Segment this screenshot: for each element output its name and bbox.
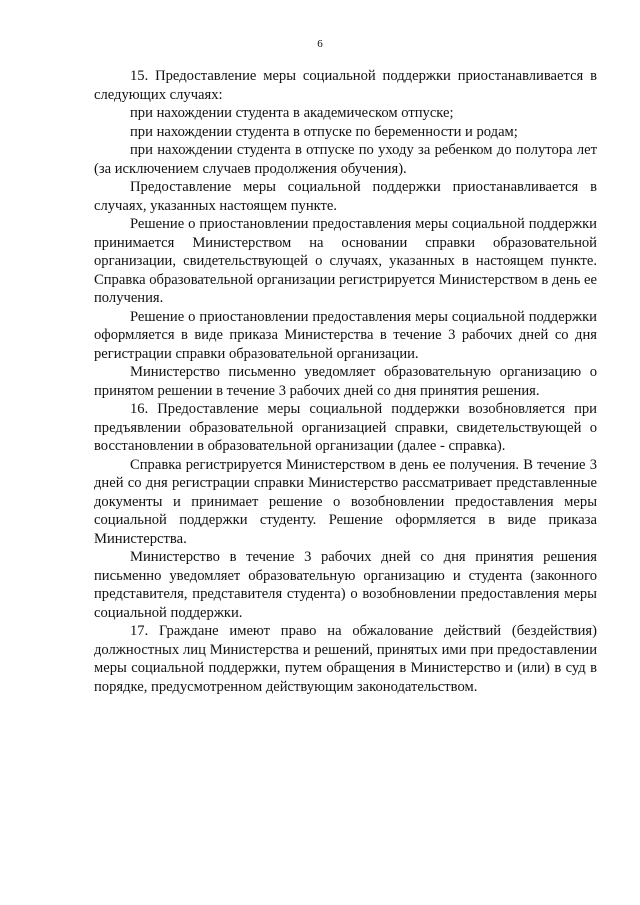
list-item-academic-leave: при нахождении студента в академическом отпуске; bbox=[130, 105, 454, 121]
list-item-childcare-leave: при нахождении студента в отпуске по уходу за ребенком до полутора лет (за исключением случаев продолжения обучения). bbox=[94, 142, 597, 177]
paragraph-suspension-notice: Министерство письменно уведомляет образовательную организацию о принятом решении в течение 3 рабочих дней со дня принятия решения. bbox=[94, 364, 597, 399]
paragraph-suspension-decision: Решение о приостановлении предоставления меры социальной поддержки принимается Министерством на основании справки образовательной организации, свидетельствующей о случаях, указанных в настоящем пункте. Справка образовательной организации регистрируется Министерством в день ее получения. bbox=[94, 216, 597, 306]
paragraph-suspension-order: Решение о приостановлении предоставления меры социальной поддержки оформляется в виде приказа Министерства в течение 3 рабочих дней со дня регистрации справки образовательной организации. bbox=[94, 308, 597, 362]
paragraph-17: 17. Граждане имеют право на обжалование действий (бездействия) должностных лиц Министерства и решений, принятых ими при предоставлении меры социальной поддержки, путем обращения в Министерство и (или) в суд в порядке, предусмотренном действующим законодательством. bbox=[94, 623, 597, 695]
paragraph-resumption-review: Справка регистрируется Министерством в день ее получения. В течение 3 дней со дня регистрации справки Министерство рассматривает представленные документы и принимает решение о возобновлении предоставления меры социальной поддержки студенту. Решение оформляется в виде приказа Министерства. bbox=[94, 456, 597, 547]
document-body bbox=[94, 67, 597, 696]
paragraph-resumption-notice: Министерство в течение 3 рабочих дней со дня принятия решения письменно уведомляет образовательную организацию и студента (законного представителя, представителя студента) о возобновлении предоставления меры социальной поддержки. bbox=[94, 549, 597, 621]
paragraph-suspension-cases: Предоставление меры социальной поддержки приостанавливается в случаях, указанных настоящем пункте. bbox=[94, 179, 597, 214]
page-number: 6 bbox=[317, 38, 323, 50]
paragraph-16: 16. Предоставление меры социальной поддержки возобновляется при предъявлении образовательной организацией справки, свидетельствующей о восстановлении в образовательной организации (далее - справка). bbox=[94, 401, 597, 454]
paragraph-15: 15. Предоставление меры социальной поддержки приостанавливается в следующих случаях: bbox=[94, 68, 597, 103]
list-item-maternity-leave: при нахождении студента в отпуске по беременности и родам; bbox=[130, 123, 518, 140]
